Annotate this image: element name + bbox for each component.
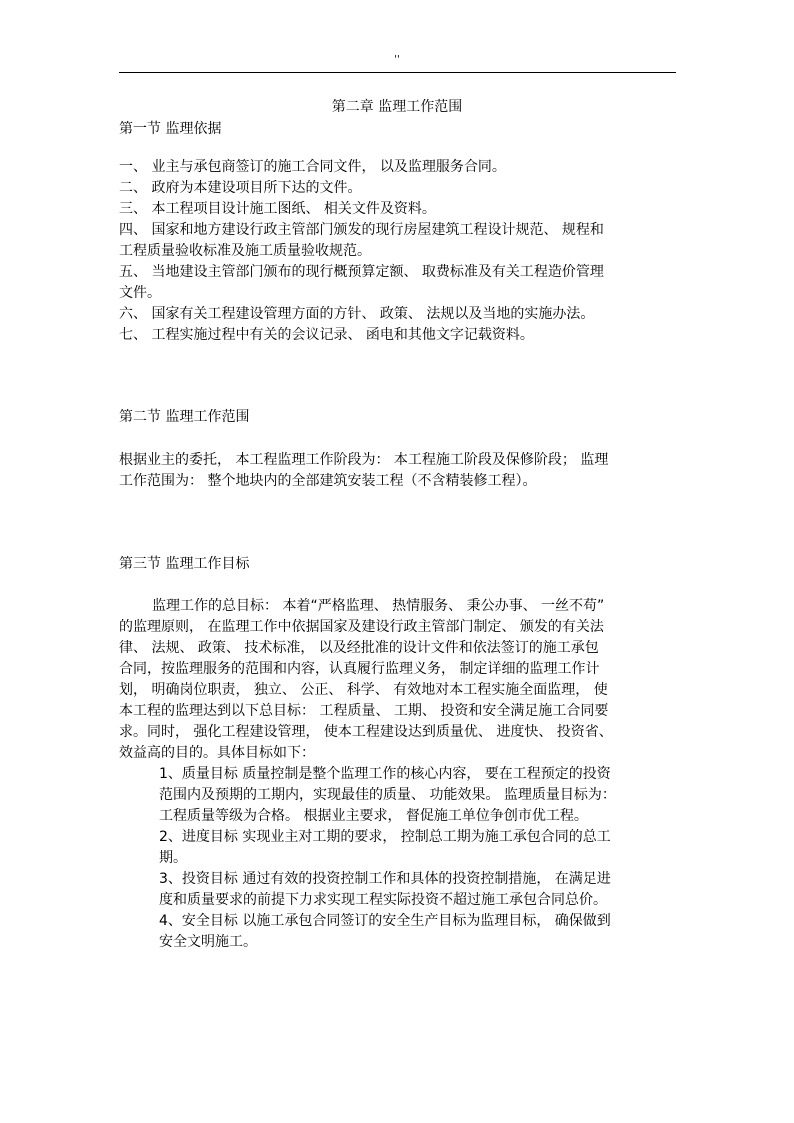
quality-target: 1、质量目标 质量控制是整个监理工作的核心内容， 要在工程预定的投资	[159, 766, 611, 782]
goal-paragraph-line: 的监理原则， 在监理工作中依据国家及建设行政主管部门制定、 颁发的有关法	[119, 619, 604, 635]
safety-target: 4、安全目标 以施工承包合同签订的安全生产目标为监理目标， 确保做到	[159, 913, 611, 929]
section-2-body	[119, 450, 689, 492]
scope-line: 根据业主的委托， 本工程监理工作阶段为： 本工程施工阶段及保修阶段； 监理	[119, 452, 609, 468]
goal-paragraph-line: 效益高的目的。具体目标如下：	[119, 745, 315, 761]
schedule-target-cont: 期。	[159, 850, 187, 866]
schedule-target: 2、进度目标 实现业主对工期的要求， 控制总工期为施工承包合同的总工	[159, 829, 611, 845]
basis-item-3: 三、 本工程项目设计施工图纸、 相关文件及资料。	[119, 201, 436, 217]
goal-paragraph-line: 划， 明确岗位职责， 独立、 公正、 科学、 有效地对本工程实施全面监理， 使	[119, 682, 608, 698]
goal-paragraph-line: 合同，按监理服务的范围和内容，认真履行监理义务， 制定详细的监理工作计	[119, 661, 600, 677]
basis-item-4-cont: 工程质量验收标准及施工质量验收规范。	[119, 243, 371, 259]
goal-paragraph-line: 律、 法规、 政策、 技术标准， 以及经批准的设计文件和依法签订的施工承包	[119, 640, 599, 656]
basis-item-2: 二、 政府为本建设项目所下达的文件。	[119, 180, 362, 196]
goal-paragraph-line: 监理工作的总目标： 本着“严格监理、 热情服务、 秉公办事、 一丝不苟”	[152, 598, 605, 614]
investment-target-cont: 度和质量要求的前提下力求实现工程实际投资不超过施工承包合同总价。	[159, 892, 607, 908]
section-2-title: 第二节 监理工作范围	[119, 409, 250, 425]
scope-line: 工作范围为： 整个地块内的全部建筑安装工程（不含精装修工程）。	[119, 473, 537, 489]
section-3-title: 第三节 监理工作目标	[119, 556, 250, 572]
quality-target-cont: 工程质量等级为合格。 根据业主要求， 督促施工单位争创市优工程。	[159, 808, 588, 824]
section-1-body	[119, 157, 689, 346]
basis-item-6: 六、 国家有关工程建设管理方面的方针、 政策、 法规以及当地的实施办法。	[119, 306, 595, 322]
goal-paragraph-line: 求。同时， 强化工程建设管理， 使本工程建设达到质量优、 进度快、 投资省、	[119, 724, 613, 740]
basis-item-5-cont: 文件。	[119, 285, 161, 301]
section-1-title: 第一节 监理依据	[119, 121, 222, 137]
chapter-title: 第二章 监理工作范围	[331, 99, 463, 115]
basis-item-1: 一、 业主与承包商签订的施工合同文件， 以及监理服务合同。	[119, 159, 506, 175]
page-header-mark: ''	[394, 54, 400, 65]
header-rule	[119, 72, 676, 73]
section-3-body	[119, 596, 689, 953]
basis-item-4: 四、 国家和地方建设行政主管部门颁发的现行房屋建筑工程设计规范、 规程和	[119, 222, 604, 238]
goal-paragraph-line: 本工程的监理达到以下总目标： 工程质量、 工期、 投资和安全满足施工合同要	[119, 703, 609, 719]
investment-target: 3、投资目标 通过有效的投资控制工作和具体的投资控制措施， 在满足进	[159, 871, 611, 887]
safety-target-cont: 安全文明施工。	[159, 934, 257, 950]
quality-target-cont: 范围内及预期的工期内，实现最佳的质量、 功能效果。 监理质量目标为：	[159, 787, 616, 803]
basis-item-7: 七、 工程实施过程中有关的会议记录、 函电和其他文字记载资料。	[119, 327, 534, 343]
basis-item-5: 五、 当地建设主管部门颁布的现行概预算定额、 取费标准及有关工程造价管理	[119, 264, 604, 280]
